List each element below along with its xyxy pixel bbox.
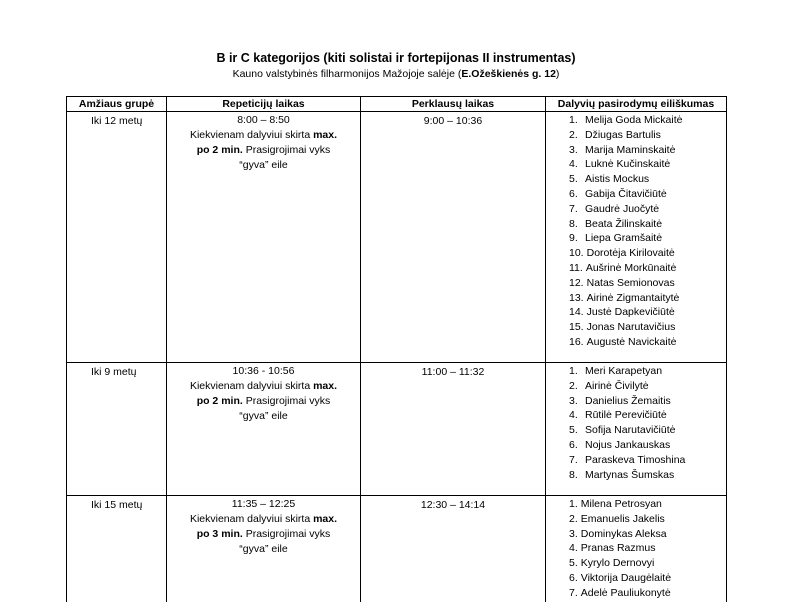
list-item xyxy=(546,305,726,320)
participant-number: 11. xyxy=(569,261,583,274)
list-item xyxy=(546,453,726,468)
participant-name: Aistis Mockus xyxy=(585,173,650,186)
age-group-label: Iki 9 metų xyxy=(91,366,137,378)
participant-name: Aušrinė Morkūnaitė xyxy=(585,261,677,274)
participant-name: Paraskeva Timoshina xyxy=(585,453,686,466)
age-group-label: Iki 15 metų xyxy=(91,499,143,511)
participant-number: 4. xyxy=(569,409,578,422)
participant-name: Jonas Narutavičius xyxy=(586,321,676,334)
table-row xyxy=(67,363,727,496)
rehearsal-cell xyxy=(167,363,361,496)
age-group-cell xyxy=(67,363,167,496)
rehearsal-note-line3: “gyva” eile xyxy=(239,159,288,171)
list-item xyxy=(546,291,726,306)
list-item xyxy=(546,468,726,483)
participant-number: 2. xyxy=(569,512,578,525)
participant-name: Airinė Čivilytė xyxy=(585,379,649,392)
rehearsal-time: 10:36 - 10:56 xyxy=(232,365,295,377)
participant-number: 9. xyxy=(569,232,578,245)
participant-list xyxy=(546,363,726,482)
participant-name: Sofija Narutavičiūtė xyxy=(585,424,676,437)
audition-time: 12:30 – 14:14 xyxy=(420,499,486,511)
list-item xyxy=(546,128,726,143)
participant-number: 7. xyxy=(569,586,578,599)
participant-name: Meri Karapetyan xyxy=(585,365,663,377)
participants-cell xyxy=(546,112,727,363)
participant-number: 8. xyxy=(569,468,578,481)
participant-name: Liepa Gramšaitė xyxy=(585,232,663,245)
subtitle-prefix: Kauno valstybinės filharmonijos Mažojoje salėje ( xyxy=(232,68,462,80)
rehearsal-cell xyxy=(167,496,361,603)
participant-name: Beata Žilinskaitė xyxy=(585,217,663,230)
list-item xyxy=(546,527,726,542)
list-item xyxy=(546,586,726,601)
list-item xyxy=(546,231,726,246)
rehearsal-note-duration: po 3 min. xyxy=(196,528,243,540)
rehearsal-note-line2 xyxy=(167,143,360,158)
age-group-label: Iki 12 metų xyxy=(91,115,143,127)
participant-number: 1. xyxy=(569,114,578,126)
list-item xyxy=(546,364,726,379)
rehearsal-note xyxy=(167,128,360,143)
rehearsal-cell xyxy=(167,112,361,363)
list-item xyxy=(546,379,726,394)
subtitle-suffix: ) xyxy=(555,68,560,80)
rehearsal-note-bold: max. xyxy=(313,129,338,141)
header-rehearsal-time: Repeticijų laikas xyxy=(167,97,361,112)
table-row xyxy=(67,496,727,603)
rehearsal-note-text: Kiekvienam dalyviui skirta xyxy=(189,513,314,525)
participant-name: Melija Goda Mickaitė xyxy=(585,114,683,126)
participant-name: Rūtilė Perevičiūtė xyxy=(585,409,667,422)
rehearsal-note-text: Kiekvienam dalyviui skirta xyxy=(189,129,314,141)
list-item xyxy=(546,276,726,291)
participant-name: Viktorija Daugėlaitė xyxy=(580,571,672,584)
list-item xyxy=(546,394,726,409)
rehearsal-note-line3: “gyva” eile xyxy=(239,410,288,422)
list-item xyxy=(546,246,726,261)
participant-number: 5. xyxy=(569,424,578,437)
list-item xyxy=(546,217,726,232)
participant-number: 3. xyxy=(569,143,578,156)
rehearsal-note-line2 xyxy=(167,394,360,409)
header-performance-order: Dalyvių pasirodymų eiliškumas xyxy=(546,97,727,112)
participant-number: 7. xyxy=(569,202,578,215)
participant-number: 2. xyxy=(569,128,578,141)
participant-number: 1. xyxy=(569,498,578,510)
participant-name: Emanuelis Jakelis xyxy=(580,512,665,525)
participant-number: 4. xyxy=(569,542,578,555)
rehearsal-note-duration: po 2 min. xyxy=(196,395,243,407)
rehearsal-note-line2 xyxy=(167,527,360,542)
subtitle-address: E.Ožeškienės g. 12 xyxy=(461,68,556,80)
participant-number: 6. xyxy=(569,571,578,584)
participant-number: 13. xyxy=(569,291,584,304)
list-item xyxy=(546,157,726,172)
list-item xyxy=(546,512,726,527)
participant-name: Justė Dapkevičiūtė xyxy=(586,306,675,319)
list-item xyxy=(546,571,726,586)
participant-name: Nojus Jankauskas xyxy=(585,438,671,451)
participant-name: Airinė Zigmantaitytė xyxy=(586,291,680,304)
document-subtitle xyxy=(0,68,792,80)
participant-number: 16. xyxy=(569,335,584,348)
list-item xyxy=(546,423,726,438)
list-item xyxy=(546,172,726,187)
list-item xyxy=(546,541,726,556)
list-item xyxy=(546,113,726,128)
participant-number: 5. xyxy=(569,557,578,570)
list-item xyxy=(546,408,726,423)
participant-number: 12. xyxy=(569,276,584,289)
participant-number: 5. xyxy=(569,173,578,186)
rehearsal-note-line3: “gyva” eile xyxy=(239,543,288,555)
list-item xyxy=(546,202,726,217)
list-item xyxy=(546,335,726,350)
participant-name: Džiugas Bartulis xyxy=(585,128,661,141)
participant-number: 4. xyxy=(569,158,578,171)
participant-list xyxy=(546,496,726,601)
rehearsal-time: 11:35 – 12:25 xyxy=(231,498,296,510)
participants-cell xyxy=(546,496,727,603)
participant-number: 15. xyxy=(569,321,584,334)
table-row xyxy=(67,112,727,363)
list-item xyxy=(546,556,726,571)
audition-cell xyxy=(361,112,546,363)
list-item xyxy=(546,261,726,276)
rehearsal-note-bold: max. xyxy=(313,380,338,392)
rehearsal-note-text: Kiekvienam dalyviui skirta xyxy=(189,380,314,392)
participant-name: Pranas Razmus xyxy=(580,542,656,555)
participant-name: Martynas Šumskas xyxy=(585,468,675,481)
list-item xyxy=(546,497,726,512)
rehearsal-note xyxy=(167,512,360,527)
list-item xyxy=(546,187,726,202)
audition-time: 11:00 – 11:32 xyxy=(421,366,485,378)
age-group-cell xyxy=(67,112,167,363)
rehearsal-time: 8:00 – 8:50 xyxy=(237,114,290,126)
header-age-group: Amžiaus grupė xyxy=(67,97,167,112)
participant-number: 6. xyxy=(569,438,578,451)
participant-name: Luknė Kučinskaitė xyxy=(585,158,671,171)
participant-number: 3. xyxy=(569,394,578,407)
participant-number: 6. xyxy=(569,187,578,200)
participant-name: Adelė Pauliukonytė xyxy=(580,586,671,599)
rehearsal-note xyxy=(167,379,360,394)
participant-list xyxy=(546,112,726,350)
audition-cell xyxy=(361,496,546,603)
audition-time: 9:00 – 10:36 xyxy=(423,115,483,127)
age-group-cell xyxy=(67,496,167,603)
schedule-table xyxy=(66,96,727,602)
participant-name: Dominykas Aleksa xyxy=(580,527,667,540)
participants-cell xyxy=(546,363,727,496)
document-title: B ir C kategorijos (kiti solistai ir fortepijonas II instrumentas) xyxy=(216,51,576,65)
audition-cell xyxy=(361,363,546,496)
participant-number: 8. xyxy=(569,217,578,230)
participant-number: 1. xyxy=(569,365,578,377)
header-audition-time: Perklausų laikas xyxy=(361,97,546,112)
participant-name: Danielius Žemaitis xyxy=(585,394,671,407)
participant-number: 2. xyxy=(569,379,578,392)
participant-name: Gaudrė Juočytė xyxy=(585,202,660,215)
rehearsal-note-text: Prasigrojimai vyks xyxy=(242,144,331,156)
rehearsal-note-text: Prasigrojimai vyks xyxy=(242,528,331,540)
participant-name: Dorotėja Kirilovaitė xyxy=(586,247,675,260)
list-item xyxy=(546,320,726,335)
participant-name: Milena Petrosyan xyxy=(580,498,662,510)
participant-name: Gabija Čitavičiūtė xyxy=(585,187,667,200)
participant-number: 7. xyxy=(569,453,578,466)
participant-name: Natas Semionovas xyxy=(586,276,675,289)
participant-number: 3. xyxy=(569,527,578,540)
participant-name: Kyrylo Dernovyi xyxy=(580,557,655,570)
rehearsal-note-bold: max. xyxy=(313,513,338,525)
participant-name: Marija Maminskaitė xyxy=(585,143,676,156)
rehearsal-note-duration: po 2 min. xyxy=(196,144,243,156)
participant-name: Augustė Navickaitė xyxy=(586,335,677,348)
list-item xyxy=(546,143,726,158)
table-header-row xyxy=(67,97,727,112)
participant-number: 10. xyxy=(569,247,584,260)
list-item xyxy=(546,438,726,453)
rehearsal-note-text: Prasigrojimai vyks xyxy=(242,395,331,407)
participant-number: 14. xyxy=(569,306,584,319)
